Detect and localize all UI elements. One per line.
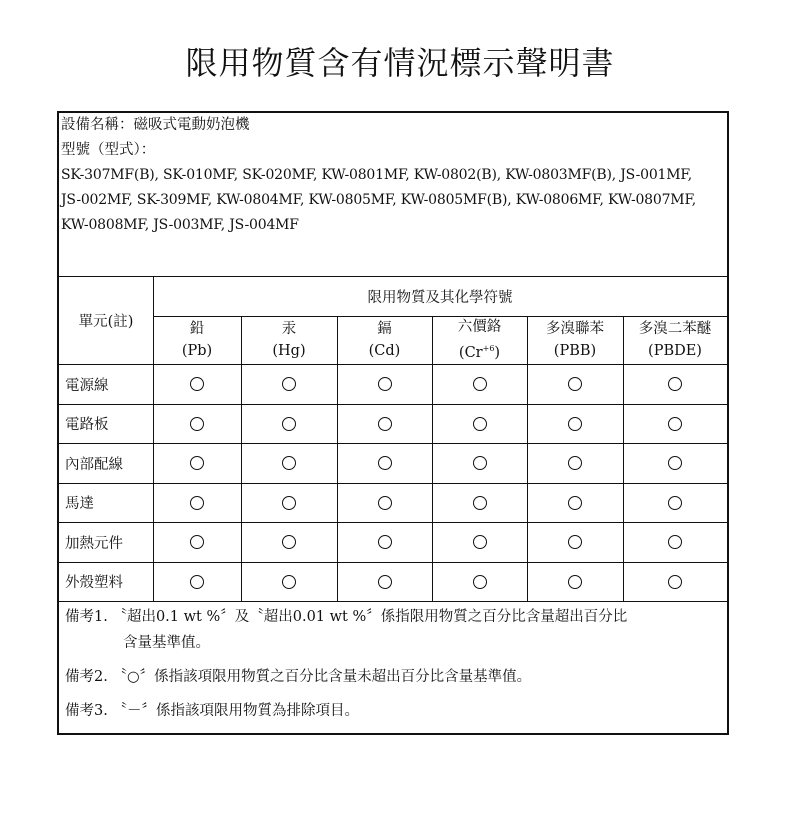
circle-mark-icon	[378, 535, 392, 549]
status-cell	[337, 483, 432, 522]
substance-column-header	[527, 316, 623, 364]
status-cell	[241, 483, 337, 522]
status-cell	[527, 483, 623, 522]
status-cell	[153, 364, 241, 404]
status-cell	[527, 364, 623, 404]
row-divider	[59, 601, 727, 602]
substance-name: 六價鉻	[457, 319, 502, 336]
note-3: 備考3. 〝－〞係指該項限用物質為排除項目。	[65, 703, 359, 719]
circle-mark-icon	[568, 417, 582, 431]
status-cell	[432, 364, 527, 404]
circle-mark-icon	[668, 377, 682, 391]
notes-section	[59, 604, 727, 724]
status-cell	[241, 522, 337, 562]
status-cell	[241, 364, 337, 404]
substance-column-header	[623, 316, 727, 364]
substance-name: 多溴二苯醚	[638, 321, 712, 337]
status-cell	[623, 443, 727, 483]
device-name-line: 設備名稱：磁吸式電動奶泡機	[61, 117, 250, 133]
circle-mark-icon	[190, 575, 204, 589]
status-cell	[527, 404, 623, 443]
circle-mark-icon	[568, 496, 582, 510]
circle-mark-icon	[282, 377, 296, 391]
circle-mark-icon	[282, 535, 296, 549]
status-cell	[527, 562, 623, 601]
status-cell	[432, 483, 527, 522]
chemical-symbol: (PBDE)	[648, 343, 702, 359]
device-info	[59, 113, 727, 238]
circle-mark-icon	[568, 456, 582, 470]
circle-mark-icon	[668, 456, 682, 470]
chemical-symbol: (Pb)	[181, 343, 213, 359]
chemical-symbol: (PBB)	[553, 343, 597, 359]
chemical-symbol: (Cd)	[368, 343, 401, 359]
model-list-line-2: JS-002MF, SK-309MF, KW-0804MF, KW-0805MF, KW-0805MF(B), KW-0806MF, KW-0807MF,	[61, 192, 697, 208]
status-cell	[623, 562, 727, 601]
status-cell	[527, 522, 623, 562]
chemical-symbol: (Hg)	[272, 343, 306, 359]
unit-name: 加熱元件	[65, 535, 123, 552]
status-cell	[153, 562, 241, 601]
model-list-line-1: SK-307MF(B), SK-010MF, SK-020MF, KW-0801MF, KW-0802(B), KW-0803MF(B), JS-001MF,	[61, 167, 692, 183]
circle-mark-icon	[282, 456, 296, 470]
circle-mark-icon	[473, 417, 487, 431]
circle-mark-icon	[568, 377, 582, 391]
unit-name: 電源線	[65, 377, 109, 394]
circle-mark-icon	[668, 496, 682, 510]
status-cell	[337, 404, 432, 443]
status-cell	[337, 522, 432, 562]
status-cell	[337, 562, 432, 601]
circle-mark-icon	[668, 575, 682, 589]
model-label: 型號（型式）：	[61, 142, 156, 158]
status-cell	[527, 443, 623, 483]
note-1-line-1: 備考1. 〝超出0.1 wt %〞及〝超出0.01 wt %〞係指限用物質之百分比含量超出百分比	[65, 609, 628, 625]
status-cell	[241, 404, 337, 443]
substance-column-header	[241, 316, 337, 364]
status-cell	[153, 404, 241, 443]
circle-mark-icon	[282, 496, 296, 510]
unit-header: 單元(註)	[78, 313, 134, 330]
circle-mark-icon	[473, 377, 487, 391]
circle-mark-icon	[378, 417, 392, 431]
circle-mark-icon	[568, 575, 582, 589]
status-cell	[623, 483, 727, 522]
circle-mark-icon	[473, 456, 487, 470]
note-1-line-2: 含量基準值。	[123, 635, 210, 651]
unit-name: 外殼塑料	[65, 575, 123, 591]
page-title: 限用物質含有情況標示聲明書	[185, 44, 615, 82]
status-cell	[153, 522, 241, 562]
substance-name: 鉛	[189, 321, 205, 337]
note-2: 備考2. 〝○〞係指該項限用物質之百分比含量未超出百分比含量基準值。	[65, 669, 532, 685]
status-cell	[623, 404, 727, 443]
circle-mark-icon	[473, 496, 487, 510]
circle-mark-icon	[378, 377, 392, 391]
substance-name: 汞	[281, 321, 297, 337]
status-cell	[432, 522, 527, 562]
circle-mark-icon	[378, 496, 392, 510]
substance-name: 多溴聯苯	[546, 321, 604, 337]
circle-mark-icon	[568, 535, 582, 549]
circle-mark-icon	[668, 535, 682, 549]
chemical-symbol: $(Cr^{+6})$	[458, 344, 501, 361]
circle-mark-icon	[378, 456, 392, 470]
status-cell	[432, 404, 527, 443]
circle-mark-icon	[668, 417, 682, 431]
status-cell	[241, 443, 337, 483]
unit-name: 電路板	[65, 417, 109, 433]
model-list-line-3: KW-0808MF, JS-003MF, JS-004MF	[61, 217, 299, 233]
status-cell	[153, 443, 241, 483]
status-cell	[153, 483, 241, 522]
substance-column-header	[432, 316, 527, 364]
substance-column-header	[153, 316, 241, 364]
substance-header: 限用物質及其化學符號	[367, 289, 513, 306]
status-cell	[241, 562, 337, 601]
circle-mark-icon	[190, 496, 204, 510]
circle-mark-icon	[190, 456, 204, 470]
unit-name: 內部配線	[65, 456, 123, 473]
status-cell	[623, 364, 727, 404]
unit-name: 馬達	[65, 496, 94, 512]
substance-name: 鎘	[377, 321, 392, 337]
status-cell	[432, 443, 527, 483]
substance-column-header	[337, 316, 432, 364]
circle-mark-icon	[473, 575, 487, 589]
status-cell	[432, 562, 527, 601]
circle-mark-icon	[378, 575, 392, 589]
circle-mark-icon	[190, 535, 204, 549]
circle-mark-icon	[190, 417, 204, 431]
circle-mark-icon	[282, 417, 296, 431]
status-cell	[337, 443, 432, 483]
status-cell	[337, 364, 432, 404]
circle-mark-icon	[282, 575, 296, 589]
circle-mark-icon	[473, 535, 487, 549]
status-cell	[623, 522, 727, 562]
circle-mark-icon	[190, 377, 204, 391]
